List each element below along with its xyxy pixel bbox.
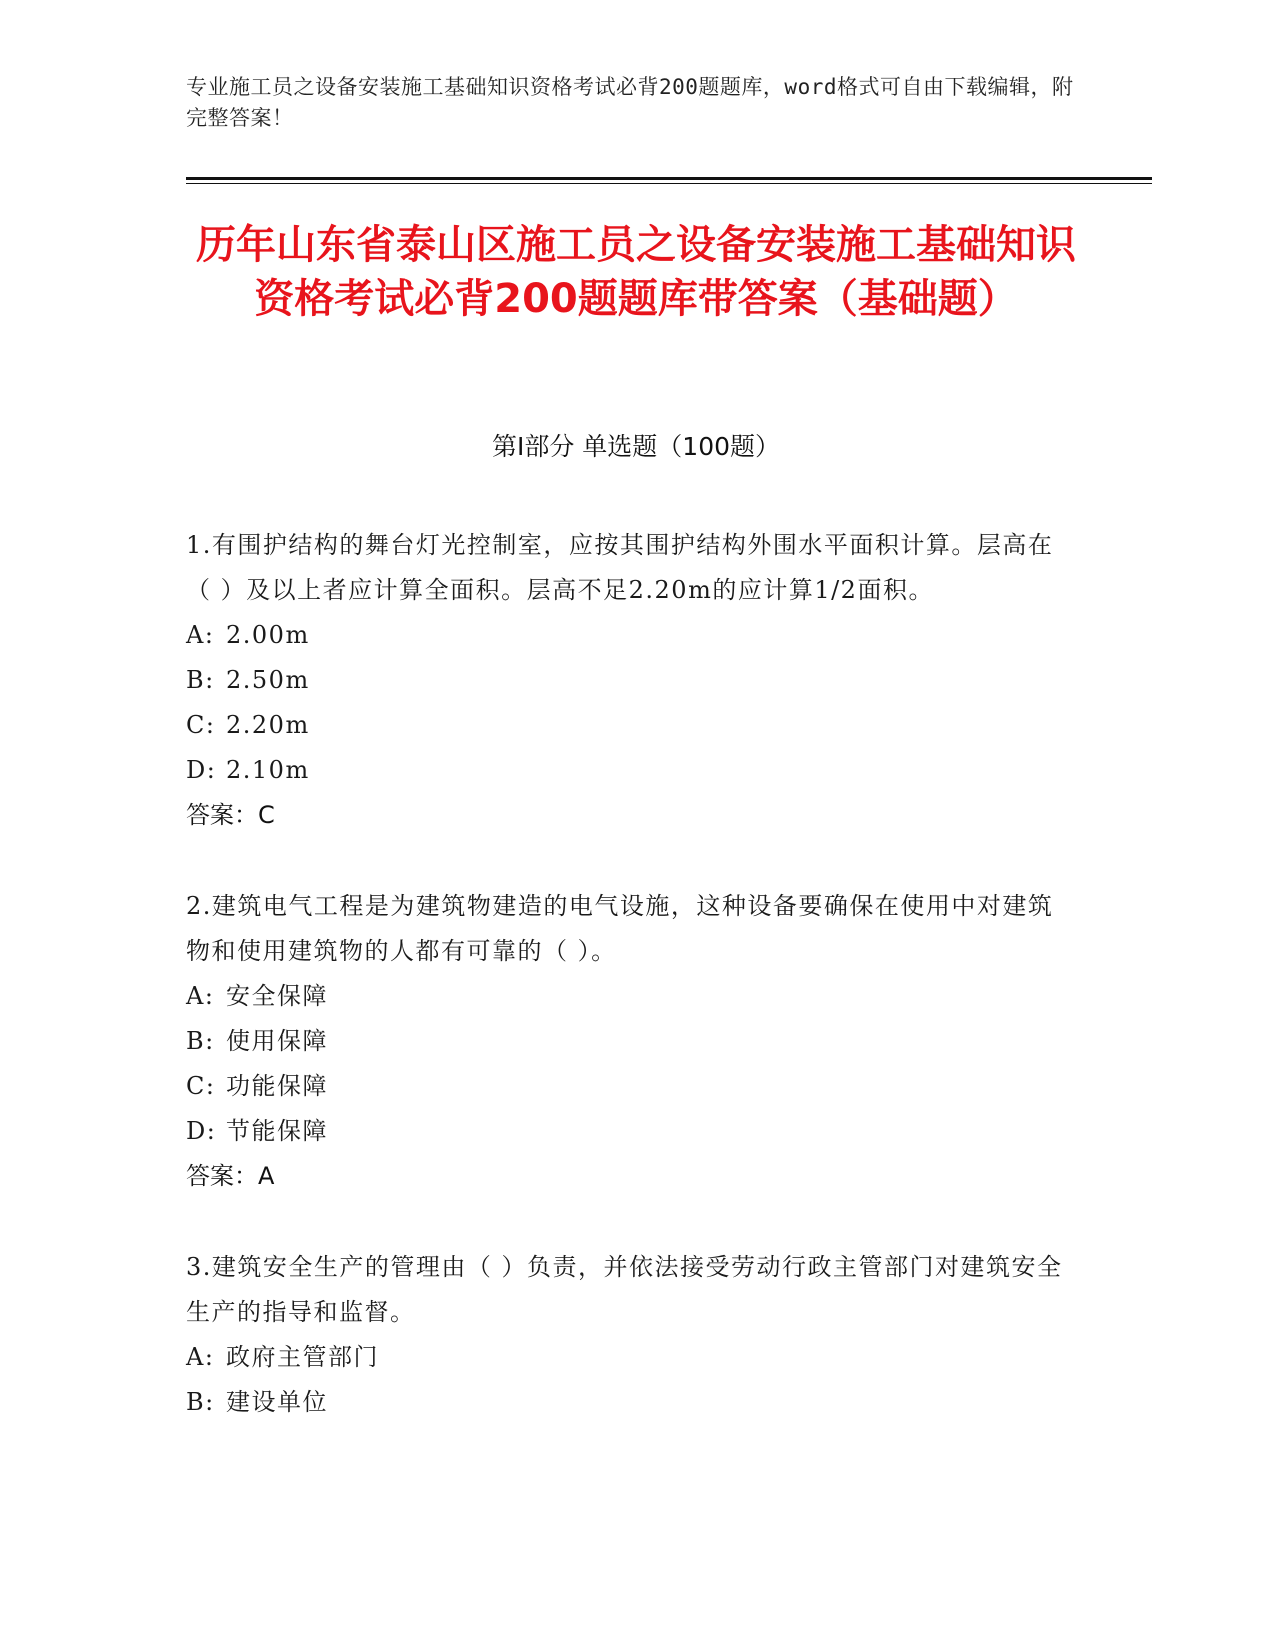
header-divider-thin <box>186 183 1152 184</box>
option-key: A: <box>186 982 215 1010</box>
question-stem: 3.建筑安全生产的管理由（ ）负责，并依法接受劳动行政主管部门对建筑安全生产的指导和监督。 <box>186 1253 1063 1326</box>
option-c <box>186 1064 1066 1109</box>
option-key: A: <box>186 621 215 649</box>
option-key: B: <box>186 1027 215 1055</box>
option-text: 使用保障 <box>226 1027 328 1055</box>
option-text: 2.50m <box>226 666 310 694</box>
option-d <box>186 748 1066 793</box>
option-text: 2.20m <box>226 711 310 739</box>
question-3 <box>186 1245 1066 1425</box>
header-note: 专业施工员之设备安装施工基础知识资格考试必背200题题库，word格式可自由下载编辑，附完整答案！ <box>186 75 1074 130</box>
option-key: B: <box>186 1388 215 1416</box>
header-divider-thick <box>186 177 1152 180</box>
question-1 <box>186 523 1066 838</box>
option-d <box>186 1109 1066 1154</box>
option-text: 功能保障 <box>226 1072 328 1100</box>
option-key: C: <box>186 711 216 739</box>
option-key: C: <box>186 1072 216 1100</box>
option-key: A: <box>186 1343 215 1371</box>
question-stem: 1.有围护结构的舞台灯光控制室，应按其围护结构外围水平面积计算。层高在（ ）及以上者应计算全面积。层高不足2.20m的应计算1/2面积。 <box>186 531 1054 604</box>
option-text: 2.00m <box>226 621 310 649</box>
question-2 <box>186 884 1066 1199</box>
option-key: D: <box>186 756 217 784</box>
option-a <box>186 974 1066 1019</box>
option-text: 2.10m <box>226 756 310 784</box>
section-title: 第I部分 单选题（100题） <box>491 432 781 461</box>
answer-line: 答案：C <box>186 801 275 829</box>
option-a <box>186 613 1066 658</box>
document-title: 历年山东省泰山区施工员之设备安装施工基础知识资格考试必背200题题库带答案（基础题） <box>196 222 1076 322</box>
answer-line: 答案：A <box>186 1162 275 1190</box>
question-stem: 2.建筑电气工程是为建筑物建造的电气设施，这种设备要确保在使用中对建筑物和使用建筑物的人都有可靠的（ ）。 <box>186 892 1054 965</box>
option-text: 安全保障 <box>226 982 328 1010</box>
option-a <box>186 1335 1066 1380</box>
option-c <box>186 703 1066 748</box>
option-b <box>186 1019 1066 1064</box>
option-text: 政府主管部门 <box>226 1343 379 1371</box>
option-key: B: <box>186 666 215 694</box>
option-key: D: <box>186 1117 217 1145</box>
option-text: 建设单位 <box>226 1388 328 1416</box>
option-b <box>186 1380 1066 1425</box>
option-text: 节能保障 <box>226 1117 328 1145</box>
option-b <box>186 658 1066 703</box>
question-list <box>186 523 1066 1471</box>
